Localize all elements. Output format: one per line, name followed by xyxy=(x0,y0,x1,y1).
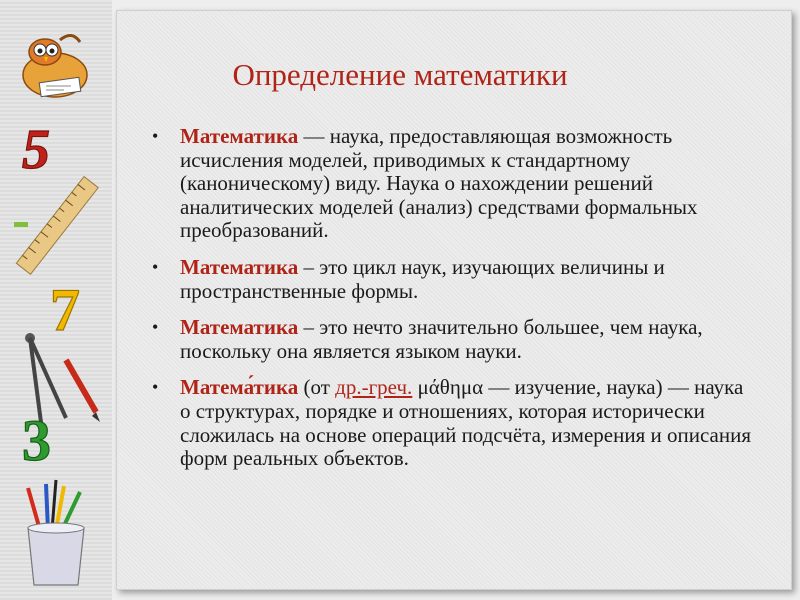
ruler-icon xyxy=(16,177,98,275)
digit-3: 3 xyxy=(22,408,51,473)
term-label: Матема́тика xyxy=(180,375,299,400)
definition-list xyxy=(152,125,752,484)
definition-text-before: (от xyxy=(298,375,336,400)
definition-text: – это нечто значительно большее, чем наука, поскольку она является языком науки. xyxy=(180,315,703,363)
bullet-marker: • xyxy=(152,256,159,277)
bullet-marker: • xyxy=(152,126,159,146)
definition-text: — наука, предоставляющая возможность исчисления моделей, приводимых к стандартному (каноническому) виду. Наука о нахождении решений аналитических моделей (анализ) средствами формальных преобразований. xyxy=(180,124,698,243)
eraser-shape xyxy=(14,222,28,227)
term-label: Математика xyxy=(180,315,299,340)
greek-origin-link[interactable]: др.-греч. xyxy=(335,375,413,400)
pencil-cup-icon xyxy=(28,480,84,585)
list-item xyxy=(152,125,752,243)
list-item xyxy=(152,376,752,470)
bullet-marker: • xyxy=(152,317,159,338)
digit-5: 5 xyxy=(22,119,50,181)
digit-7: 7 xyxy=(50,277,80,343)
list-item xyxy=(152,256,752,303)
page-title: Определение математики xyxy=(232,57,568,92)
definition-text-after: μάθημα — изучение, наука) — наука о структурах, порядке и отношениях, которая исторически сложилась на основе операций подсчёта, измерения и описания форм реальных объектов. xyxy=(180,375,751,471)
list-item xyxy=(152,316,752,363)
term-label: Математика xyxy=(180,254,299,279)
term-label: Математика xyxy=(180,124,299,148)
definition-text: – это цикл наук, изучающих величины и пространственные формы. xyxy=(180,254,665,303)
bullet-marker: • xyxy=(152,377,159,398)
